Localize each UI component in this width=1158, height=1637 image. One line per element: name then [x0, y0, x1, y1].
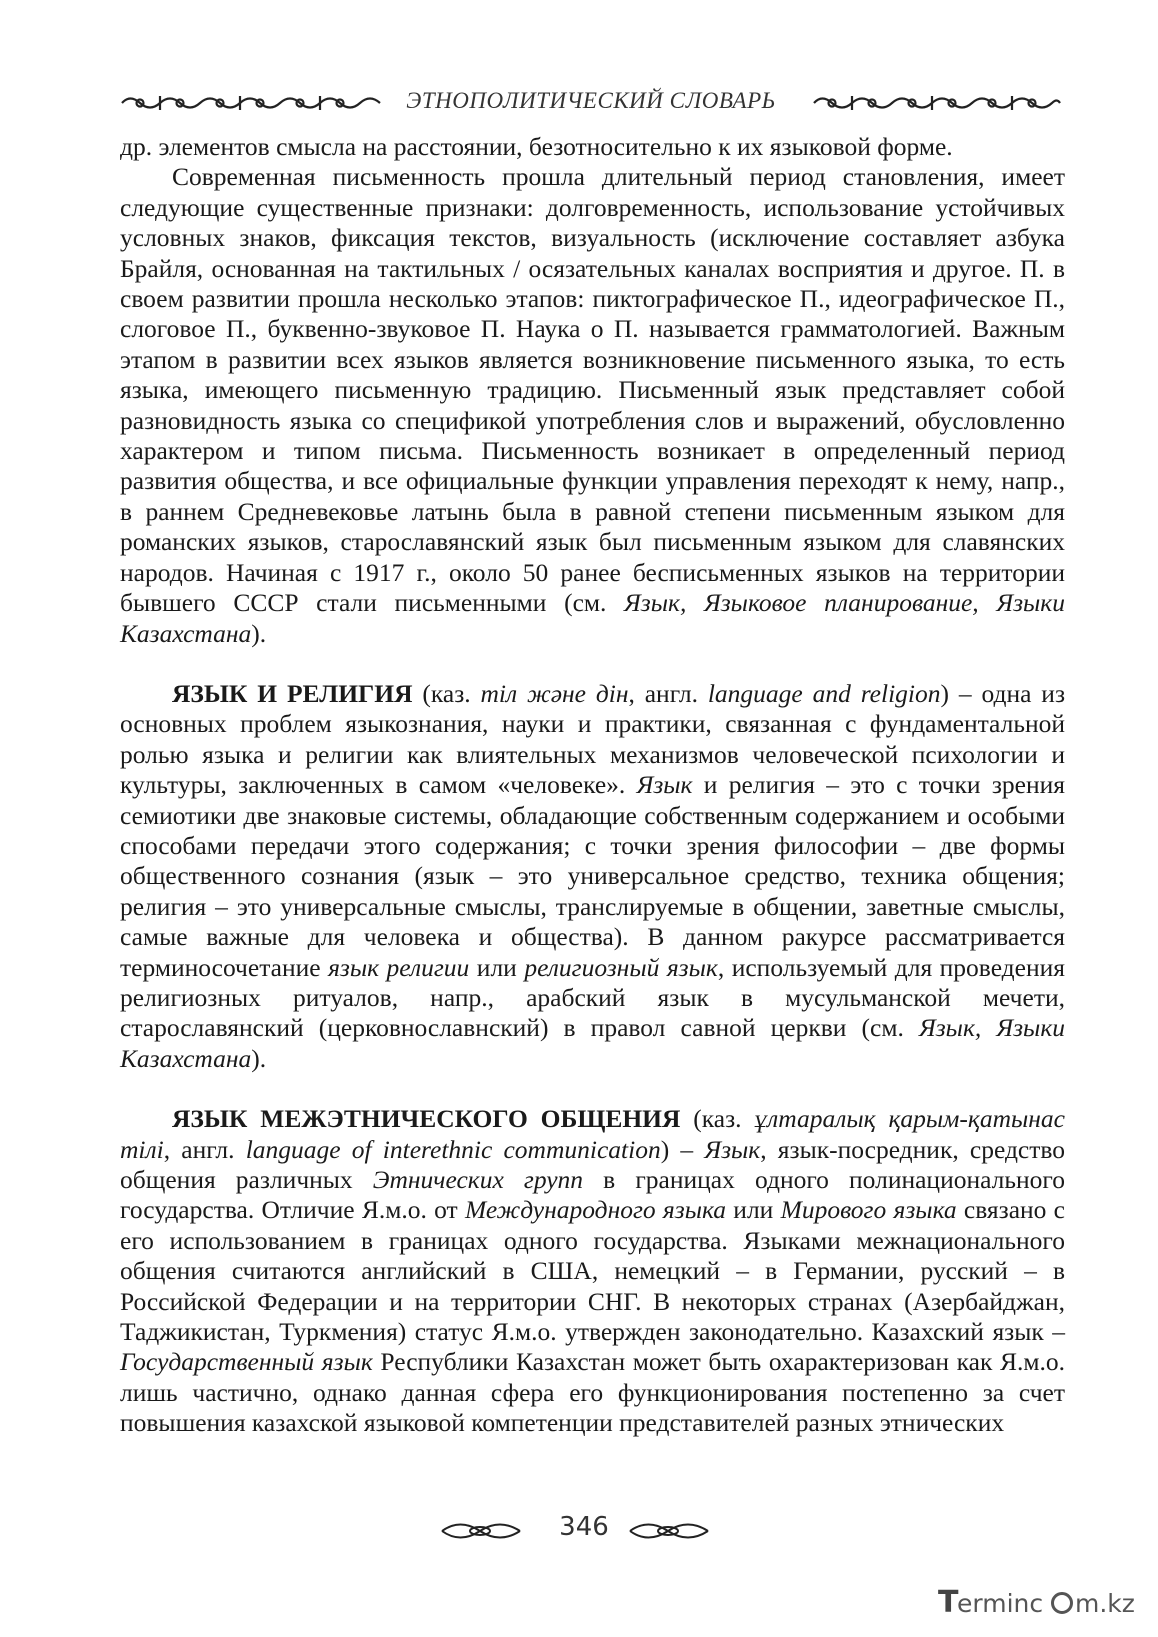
header-title: ЭТНОПОЛИТИЧЕСКИЙ СЛОВАРЬ — [406, 88, 776, 113]
italic-reference: language of interethnic communication — [245, 1134, 661, 1164]
svg-text:m.kz: m.kz — [1075, 1589, 1135, 1618]
italic-reference: language and religion — [707, 678, 941, 708]
text-segment: Республики Казахстан может быть охарактеризован как Я.м.о. лишь частично, однако данная сфера его функционирования постепенно за счет повышения казахской языковой компетенции представителей разных этнических — [120, 1347, 1065, 1438]
flourish-ornament-icon — [628, 1518, 710, 1544]
text-segment: ). — [251, 1043, 267, 1073]
italic-reference: Язык — [636, 770, 693, 800]
italic-reference: Международного языка — [464, 1195, 727, 1225]
running-header — [120, 86, 1062, 120]
termincom-watermark-logo — [938, 1581, 1138, 1621]
text-segment: , англ. — [163, 1134, 246, 1164]
paragraph — [120, 1104, 1065, 1438]
italic-reference: Язык — [704, 1134, 761, 1164]
italic-reference: тіл және дін — [480, 678, 629, 708]
dictionary-body — [120, 132, 1065, 1439]
text-segment: Современная письменность прошла длительный период становления, имеет следующие существенные признаки: долговременность, использование устойчивых условных знаков, фиксация текстов, визуальность (исключение составляет азбука Брайля, основанная на тактильных / осязательных каналах восприятия и другое. П. в своем развитии прошла несколько этапов: пиктографическое П., идеографическое П., слоговое П., буквенно-звуковое П. Наука о П. называется грамматологией. Важным этапом в развитии всех языков является возникновение письменного языка, то есть языка, имеющего письменную традицию. Письменный язык представляет собой разновидность языка со спецификой употребления слов и выражений, обусловленно характером и типом письма. Письменность возникает в определенный период развития общества, и все официальные функции управления переходят к нему, напр., в раннем Средневековье латынь была в равной степени письменным языком для романских языков, старославянский язык был письменным языком для славянских народов. Начиная с 1917 г., около 50 ранее бесписьменных языков на территории бывшего СССР стали письменными (см. — [120, 162, 1065, 618]
italic-reference: Язык, Языки Казахстана — [120, 1013, 1066, 1073]
text-segment: ). — [251, 618, 267, 648]
paragraph — [120, 679, 1065, 1074]
text-segment: ) – одна из основных проблем языкознания, науки и практики, связанная с фундаментальной ролью языка и религии как влиятельных механизмов человеческой психологии и культуры, заключенных в самом «человеке». — [120, 678, 1066, 800]
text-segment: (каз. — [412, 678, 481, 708]
italic-reference: Мирового языка — [780, 1195, 957, 1225]
paragraph — [120, 132, 1065, 162]
page-number: 346 — [559, 1512, 609, 1542]
svg-text:T: T — [938, 1585, 959, 1620]
text-segment: или — [469, 952, 525, 982]
paragraph — [120, 162, 1065, 649]
text-segment: в границах одного полинационального государства. Отличие Я.м.о. от — [120, 1165, 1065, 1225]
text-segment: др. элементов смысла на расстоянии, безотносительно к их языковой форме. — [120, 132, 953, 161]
svg-text:erminc: erminc — [957, 1589, 1044, 1618]
text-segment: связано с его использованием в границах одного государства. Языками межнационального общения считаются английский в США, немецкий – в Германии, русский – в Российской Федерации и на территории СНГ. В некоторых странах (Азербайджан, Таджикистан, Туркмения) статус Я.м.о. утвержден законодательно. Казахский язык – — [120, 1195, 1065, 1347]
text-segment: (каз. — [680, 1104, 755, 1134]
text-segment: , язык-посредник, средство общения различных — [120, 1134, 1066, 1194]
text-segment: , англ. — [628, 678, 708, 708]
italic-reference: ұлтаралық қарым-қатынас тілі — [120, 1104, 1065, 1164]
text-segment: и религия – это с точки зрения семиотики две знаковые системы, обладающие собственным содержанием и особыми способами передачи этого содержания; с точки зрения философии – две формы общественного сознания (язык – это универсальное средство, техника общения; религия – это универсальные смыслы, транслируемые в общении, заветные смыслы, самые важные для человека и общества). В данном ракурсе рассматривается терминосочетание — [120, 770, 1065, 982]
italic-reference: язык религии — [328, 952, 470, 982]
italic-reference: религиозный язык — [524, 952, 718, 982]
flourish-ornament-icon — [440, 1518, 522, 1544]
italic-reference: Этнических групп — [372, 1165, 584, 1194]
text-segment: или — [726, 1195, 781, 1225]
italic-reference: Язык, Языковое планирование, Языки Казахстана — [120, 588, 1065, 648]
page-footer — [0, 1512, 1158, 1552]
scroll-ornament-icon — [812, 92, 1062, 114]
text-segment: ) – — [660, 1134, 705, 1164]
entry-term: ЯЗЫК И РЕЛИГИЯ — [172, 678, 413, 708]
entry-term: ЯЗЫК МЕЖЭТНИЧЕСКОГО ОБЩЕНИЯ — [172, 1104, 681, 1134]
text-segment: , используемый для проведения религиозных ритуалов, напр., арабский язык в мусульманской мечети, старославянский (церковнославнский) в правол савной церкви (см. — [120, 952, 1065, 1043]
italic-reference: Государственный язык — [120, 1347, 373, 1377]
